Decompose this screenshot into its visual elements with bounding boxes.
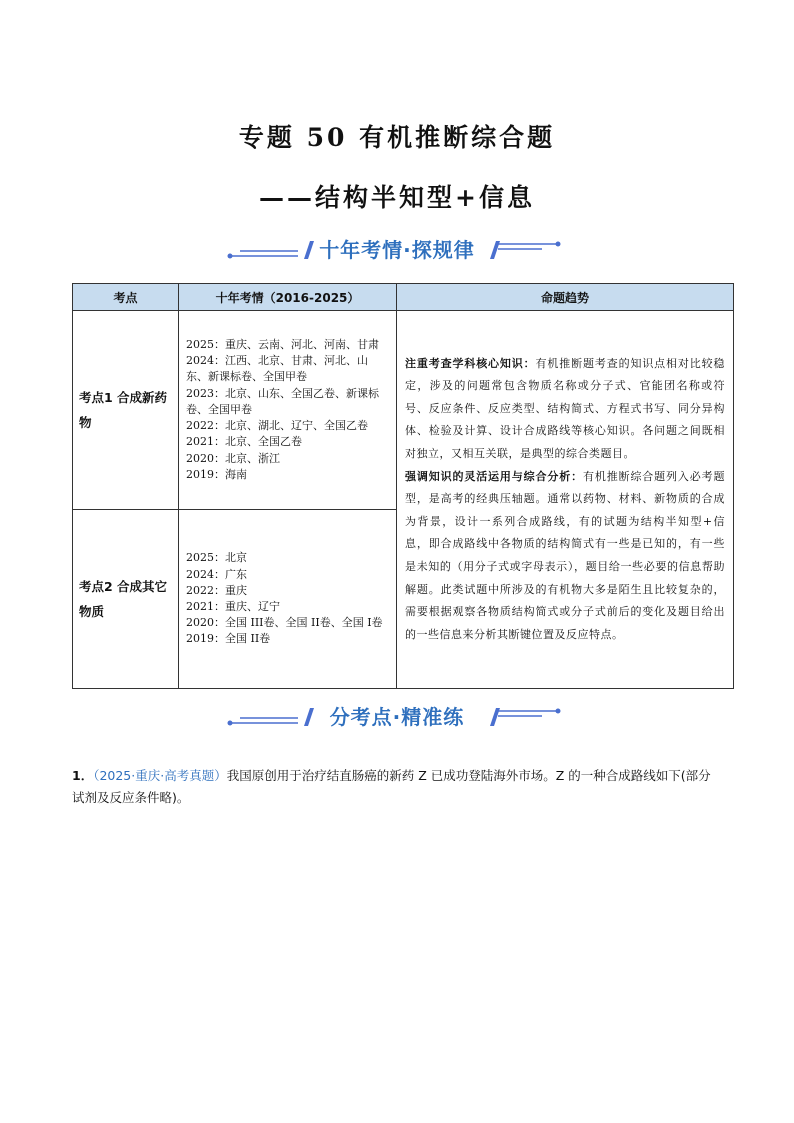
header-trend: 命题趋势 [397, 284, 734, 311]
question-1 [72, 765, 722, 809]
trend-body-2: 有机推断综合题列入必考题型，是高考的经典压轴题。通常以药物、材料、新物质的合成为背景，设计一系列合成路线，有的试题为结构半知型+信息，即合成路线中各物质的结构简式有一些是已知的，有一些是未知的（用分子式或字母表示），题目给一些必要的信息帮助解题。此类试题中所涉及的有机物大多是陌生且比较复杂的，需要根据观察各物质结构简式或分子式前后的变化及题目给出的一些信息来分析其断键位置及反应特点。 [405, 469, 726, 641]
table-row [73, 311, 734, 510]
banner-title-history: 十年考情·探规律 [319, 238, 475, 262]
table-header-row [73, 284, 734, 311]
point-cell: 考点1 合成新药物 [73, 311, 179, 510]
point-cell: 考点2 合成其它物质 [73, 510, 179, 689]
document-subtitle: ——结构半知型+信息 [259, 183, 535, 212]
question-text: 我国原创用于治疗结直肠癌的新药 Z 已成功登陆海外市场。Z 的一种合成路线如下(部分试剂及反应条件略)。 [72, 768, 711, 805]
question-number: 1． [72, 768, 94, 783]
years-cell [179, 510, 397, 689]
trend-cell [397, 311, 734, 689]
question-source: （2025·重庆·高考真题） [93, 768, 227, 783]
years-text: 2025：重庆、云南、河北、河南、甘肃 2024：江西、北京、甘肃、河北、山东、新课标卷、全国甲卷 2023：北京、山东、全国乙卷、新课标卷、全国甲卷 2022：北京、湖北、辽宁、全国乙卷 2021：北京、全国乙卷 2020：北京、浙江 2019：海南 [186, 338, 379, 481]
exam-analysis-table [72, 283, 734, 689]
trend-lead-2: 强调知识的灵活运用与综合分析： [405, 469, 583, 483]
years-cell [179, 311, 397, 510]
section-banner-practice [226, 699, 568, 735]
years-text: 2025：北京 2024：广东 2022：重庆 2021：重庆、辽宁 2020：全国 III卷、全国 II卷、全国 I卷 2019：全国 II卷 [186, 551, 383, 646]
banner-title-practice: 分考点·精准练 [329, 705, 465, 729]
trend-lead-1: 注重考查学科核心知识： [405, 356, 536, 370]
header-point: 考点 [73, 284, 179, 311]
trend-body-1: 有机推断题考查的知识点相对比较稳定，涉及的问题常包含物质名称或分子式、官能团名称或符号、反应条件、反应类型、结构简式、方程式书写、同分异构体、检验及计算、设计合成路线等核心知识。各问题之间既相对独立，又相互关联，是典型的综合类题目。 [405, 356, 726, 461]
header-years: 十年考情（2016-2025） [179, 284, 397, 311]
document-title: 专题 50 有机推断综合题 [238, 123, 556, 152]
section-banner-history [226, 232, 568, 268]
